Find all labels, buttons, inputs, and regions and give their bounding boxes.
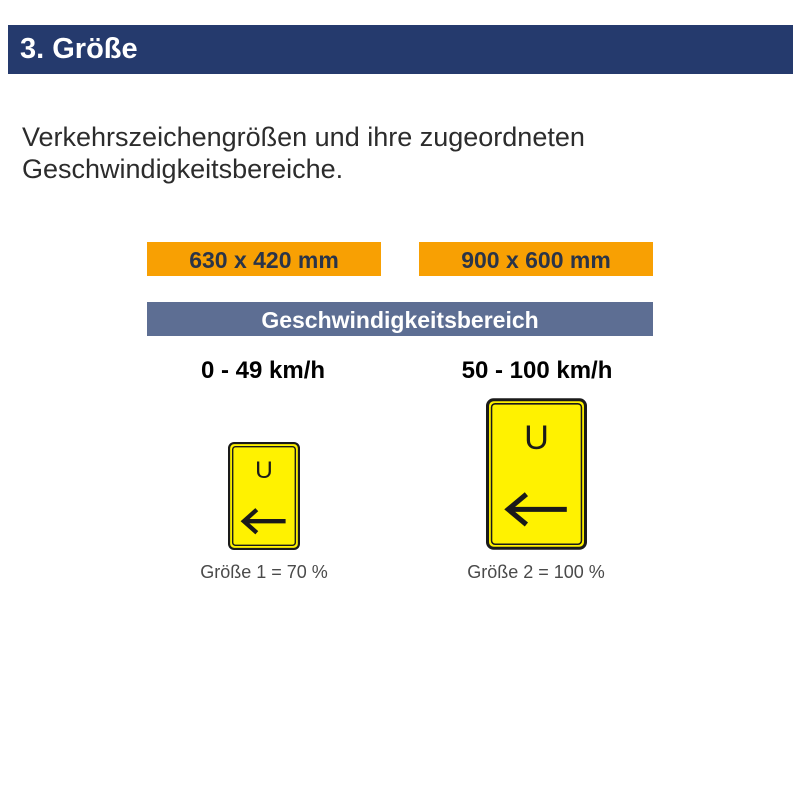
speed-range-low: 0 - 49 km/h: [200, 357, 326, 384]
sign-caption-small: Größe 1 = 70 %: [200, 562, 328, 582]
detour-sign-small: [228, 442, 300, 550]
sign-caption-large: Größe 2 = 100 %: [467, 562, 605, 582]
intro-text: Verkehrszeichengrößen und ihre zugeordneten Geschwindigkeitsbereiche.: [22, 122, 585, 184]
detour-sign-large: [486, 398, 587, 550]
speed-range-high: 50 - 100 km/h: [461, 357, 613, 384]
speed-range-header: Geschwindigkeitsbereich: [147, 302, 653, 336]
size-label-small: 630 x 420 mm: [147, 242, 381, 276]
size-label-large: 900 x 600 mm: [419, 242, 653, 276]
section-header: [8, 25, 793, 74]
sign-letter-u: U: [255, 457, 273, 484]
section-title: 3. Größe: [20, 33, 138, 65]
sign-letter-u: U: [524, 418, 549, 457]
